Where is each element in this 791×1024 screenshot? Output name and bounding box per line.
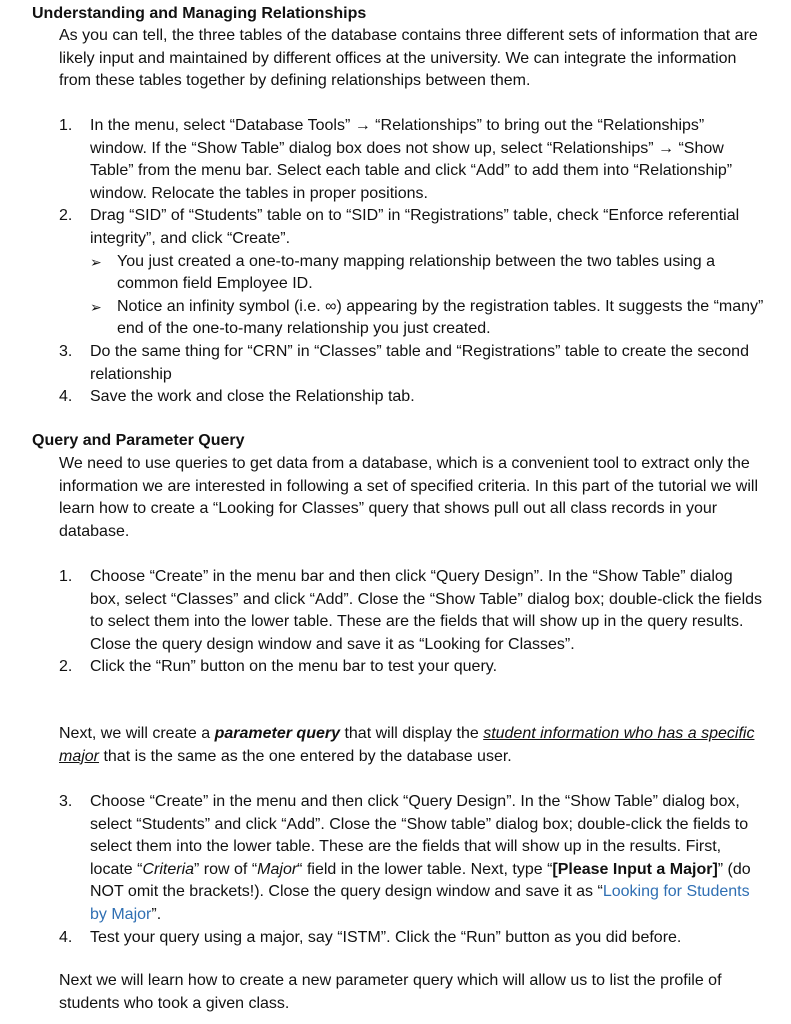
query-name-link: Looking for Students by Major bbox=[90, 883, 750, 923]
relationships-intro: As you can tell, the three tables of the database contains three different sets of information that are likely input and maintained by different offices at the university. We can integrate the information from these tables together by defining relationships between them. bbox=[59, 27, 758, 90]
step-number: 1. bbox=[59, 568, 73, 585]
arrow-bullet-icon: ➢ bbox=[90, 253, 102, 270]
step-number: 1. bbox=[59, 117, 73, 134]
param-intro-mid: that will display the bbox=[340, 725, 484, 742]
step3-text-c: “ field in the lower table. Next, type “ bbox=[297, 860, 553, 878]
query-steps bbox=[59, 566, 764, 679]
note-text: Notice an infinity symbol (i.e. ∞) appearing by the registration tables. It suggests the “many” end of the one-to-many relationship you just created. bbox=[117, 297, 764, 338]
step-number: 2. bbox=[59, 658, 73, 676]
major-term: Major bbox=[257, 860, 298, 878]
section-heading-relationships: Understanding and Managing Relationships bbox=[32, 5, 367, 22]
step3-text-e: ”. bbox=[151, 905, 162, 923]
step-text: Do the same thing for “CRN” in “Classes” table and “Registrations” table to create the second relationship bbox=[90, 342, 749, 383]
section-heading-query: Query and Parameter Query bbox=[32, 432, 245, 449]
list-item bbox=[59, 115, 764, 205]
list-item bbox=[90, 251, 764, 296]
closing-paragraph: Next we will learn how to create a new parameter query which will allow us to list the profile of students who took a given class. bbox=[59, 972, 722, 1012]
step-text: Click the “Run” button on the menu bar to test your query. bbox=[90, 658, 498, 676]
list-item bbox=[59, 566, 764, 656]
step-text: Save the work and close the Relationship tab. bbox=[90, 388, 415, 406]
parameter-prompt: [Please Input a Major] bbox=[552, 860, 718, 878]
list-item bbox=[90, 296, 764, 341]
step3-text-a: Choose “Create” in the menu and then click “Query Design”. In the “Show Table” dialog box, select “Students” and click “Add”. Close the “Show table” dialog box; double-click the fields to select them into the lower table. These are the fields that will show up in the results. First, locate “ bbox=[90, 793, 749, 878]
step-text: In the menu, select “Database Tools” → “Relationships” to bring out the “Relationships” window. If the “Show Table” dialog box does not show up, select “Relationships” → “Show Table” from the menu bar. Select each table and click “Add” to add them into “Relationship” window. Relocate the tables in proper positions. bbox=[90, 117, 733, 202]
param-intro-post: that is the same as the one entered by the database user. bbox=[99, 747, 512, 765]
step3-text-d: ” (do NOT omit the brackets!). Close the query design window and save it as “ bbox=[90, 860, 751, 901]
step-number: 3. bbox=[59, 793, 73, 810]
query-intro: We need to use queries to get data from a database, which is a convenient tool to extract only the information we are interested in following a set of specified criteria. In this part of the tutorial we will learn how to create a “Looking for Classes” query that shows pull out all class records in your database. bbox=[59, 455, 758, 540]
list-item bbox=[59, 205, 764, 341]
step-text: Choose “Create” in the menu bar and then click “Query Design”. In the “Show Table” dialog box, select “Classes” and click “Add”. Close the “Show Table” dialog box; double-click the fields to select them into the lower table. These are the fields that will show up in the query results. Close the query design window and save it as “Looking for Classes”. bbox=[90, 568, 763, 653]
step-text bbox=[90, 793, 751, 923]
arrow-bullet-icon: ➢ bbox=[90, 298, 102, 315]
step-number: 4. bbox=[59, 928, 73, 946]
step-number: 2. bbox=[59, 207, 73, 225]
list-item bbox=[59, 791, 764, 927]
step-2-notes bbox=[90, 251, 764, 341]
list-item bbox=[59, 927, 764, 950]
relationships-steps bbox=[59, 115, 764, 409]
step-text: Test your query using a major, say “ISTM”. Click the “Run” button as you did before. bbox=[90, 928, 682, 946]
step3-text-b: ” row of “ bbox=[194, 860, 258, 878]
param-intro-underlined: student information who has a specific major bbox=[59, 725, 755, 765]
step-number: 4. bbox=[59, 388, 73, 406]
list-item bbox=[59, 656, 764, 679]
parameter-query-steps bbox=[59, 791, 764, 949]
step-number: 3. bbox=[59, 342, 73, 360]
criteria-term: Criteria bbox=[142, 860, 195, 878]
list-item bbox=[59, 341, 764, 386]
note-text: You just created a one-to-many mapping relationship between the two tables using a common field Employee ID. bbox=[117, 252, 716, 293]
param-intro-emphasis: parameter query bbox=[214, 725, 340, 742]
step-text: Drag “SID” of “Students” table on to “SID” in “Registrations” table, check “Enforce referential integrity”, and click “Create”. bbox=[90, 207, 740, 247]
parameter-query-intro bbox=[59, 723, 764, 768]
list-item bbox=[59, 386, 764, 409]
param-intro-pre: Next, we will create a bbox=[59, 725, 215, 742]
